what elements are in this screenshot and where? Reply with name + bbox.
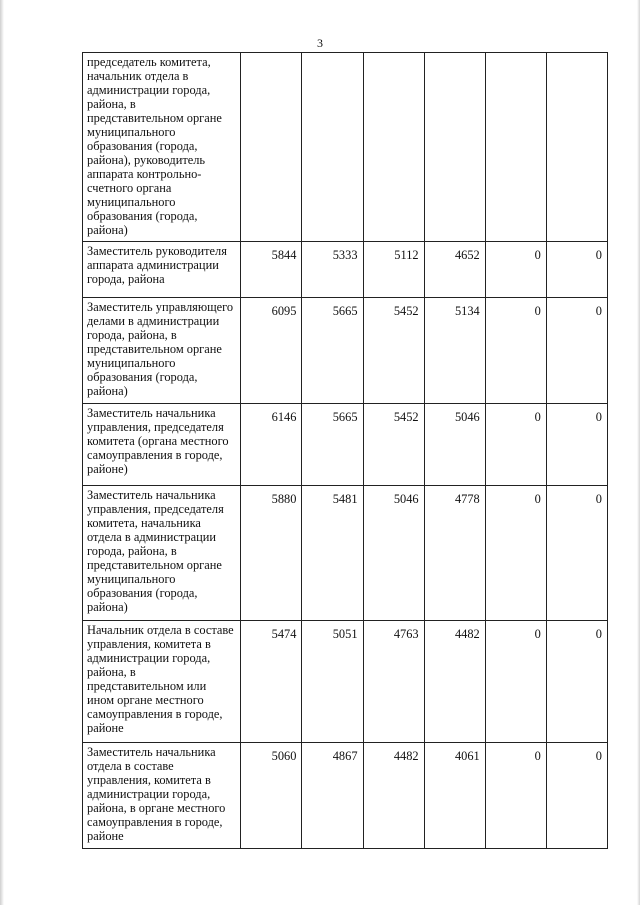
value-cell: 4778 [424,486,485,621]
value-cell [485,53,546,242]
salary-table-body [83,53,608,849]
table-row [83,404,608,486]
table-row [83,242,608,298]
value-cell: 0 [485,486,546,621]
value-cell: 0 [485,743,546,849]
value-cell: 0 [546,621,607,743]
value-cell: 0 [546,486,607,621]
value-cell [241,53,302,242]
value-cell: 5880 [241,486,302,621]
value-cell: 5452 [363,298,424,404]
value-cell: 5333 [302,242,363,298]
value-cell: 4867 [302,743,363,849]
value-cell: 6146 [241,404,302,486]
value-cell: 5474 [241,621,302,743]
value-cell: 6095 [241,298,302,404]
value-cell: 0 [546,298,607,404]
table-row [83,621,608,743]
value-cell: 0 [485,621,546,743]
value-cell: 0 [546,404,607,486]
value-cell: 0 [485,242,546,298]
value-cell: 0 [546,743,607,849]
value-cell: 5481 [302,486,363,621]
position-title: Начальник отдела в составе управления, комитета в администрации города, района, в представительном или ином органе местного самоуправления в городе, районе [83,621,241,743]
value-cell: 5134 [424,298,485,404]
value-cell [302,53,363,242]
value-cell: 5051 [302,621,363,743]
position-title: председатель комитета, начальник отдела в администрации города, района, в представительном органе муниципального образования (города, района), руководитель аппарата контрольно-счетного органа муниципального образования (города, района) [83,53,241,242]
value-cell: 5844 [241,242,302,298]
value-cell [363,53,424,242]
value-cell [546,53,607,242]
position-title: Заместитель начальника управления, председателя комитета (органа местного самоуправления в городе, районе) [83,404,241,486]
salary-table [82,52,608,849]
value-cell [424,53,485,242]
value-cell: 0 [485,404,546,486]
value-cell: 5060 [241,743,302,849]
value-cell: 4763 [363,621,424,743]
table-row [83,53,608,242]
value-cell: 5112 [363,242,424,298]
position-title: Заместитель управляющего делами в администрации города, района, в представительном органе муниципального образования (города, района) [83,298,241,404]
value-cell: 5452 [363,404,424,486]
value-cell: 0 [546,242,607,298]
value-cell: 4061 [424,743,485,849]
table-row [83,486,608,621]
position-title: Заместитель начальника отдела в составе управления, комитета в администрации города, района, в органе местного самоуправления в городе, районе [83,743,241,849]
table-row [83,743,608,849]
value-cell: 4482 [424,621,485,743]
value-cell: 5665 [302,298,363,404]
table-row [83,298,608,404]
value-cell: 5046 [424,404,485,486]
value-cell: 5046 [363,486,424,621]
value-cell: 4652 [424,242,485,298]
value-cell: 5665 [302,404,363,486]
value-cell: 4482 [363,743,424,849]
value-cell: 0 [485,298,546,404]
page-number: 3 [317,36,323,50]
scan-edge-left [0,0,4,905]
position-title: Заместитель руководителя аппарата администрации города, района [83,242,241,298]
position-title: Заместитель начальника управления, председателя комитета, начальника отдела в администрации города, района, в представительном органе муниципального образования (города, района) [83,486,241,621]
